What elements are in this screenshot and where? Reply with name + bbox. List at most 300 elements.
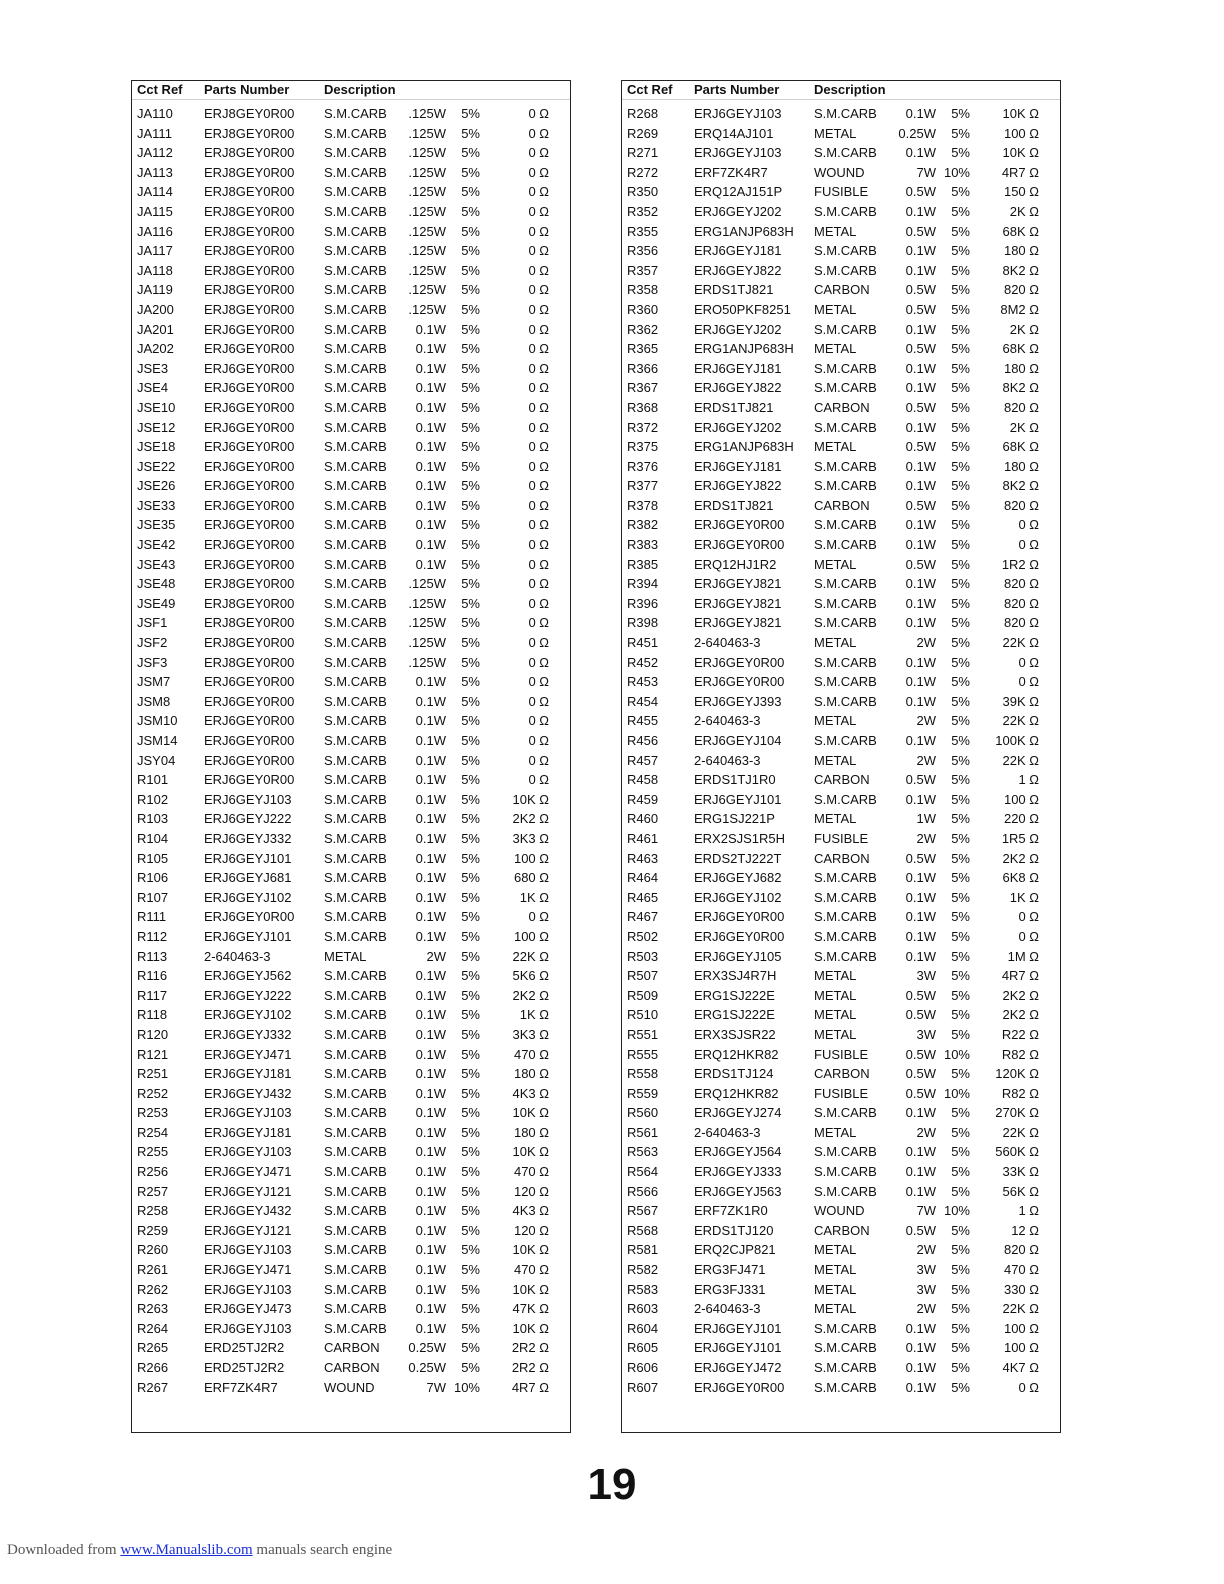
header-description: Description (324, 82, 396, 97)
table-row (132, 1025, 570, 1045)
table-row (132, 790, 570, 810)
cell-cct-ref: R272 (627, 164, 659, 180)
cell-tolerance: 5% (461, 948, 480, 964)
cell-parts-number: ERJ6GEYJ393 (694, 693, 782, 709)
cell-wattage: 0.5W (905, 1007, 936, 1023)
cell-parts-number: ERJ6GEY0R00 (204, 458, 295, 474)
table-row (622, 555, 1060, 575)
cell-cct-ref: R603 (627, 1301, 659, 1317)
cell-wattage: 0.5W (905, 772, 936, 788)
cell-wattage: 0.1W (415, 1281, 446, 1297)
cell-parts-number: ERJ6GEYJ101 (694, 1340, 782, 1356)
cell-tolerance: 5% (951, 321, 970, 337)
cell-cct-ref: R257 (137, 1183, 169, 1199)
cell-cct-ref: JA117 (137, 243, 173, 259)
cell-description: S.M.CARB (324, 1183, 387, 1199)
cell-description: S.M.CARB (324, 693, 387, 709)
cell-wattage: 0.1W (415, 439, 446, 455)
cell-cct-ref: R105 (137, 850, 169, 866)
cell-wattage: 0.1W (905, 615, 936, 631)
cell-description: METAL (814, 301, 857, 317)
cell-parts-number: ERJ8GEY0R00 (204, 184, 295, 200)
cell-description: WOUND (814, 1203, 865, 1219)
header-cct-ref: Cct Ref (137, 82, 183, 97)
cell-description: CARBON (814, 399, 870, 415)
cell-wattage: 0.1W (905, 145, 936, 161)
cell-description: S.M.CARB (324, 478, 387, 494)
cell-description: S.M.CARB (814, 654, 877, 670)
cell-description: S.M.CARB (324, 1105, 387, 1121)
cell-description: S.M.CARB (814, 1360, 877, 1375)
cell-cct-ref: R394 (627, 576, 659, 592)
cell-value: 0 Ω (1018, 517, 1039, 533)
cell-cct-ref: JSE22 (137, 458, 176, 474)
cell-parts-number: ERJ6GEYJ822 (694, 262, 782, 278)
cell-value: 0 Ω (1018, 654, 1039, 670)
cell-tolerance: 5% (951, 1262, 970, 1278)
table-row (132, 574, 570, 594)
cell-parts-number: ERJ6GEYJ682 (694, 870, 782, 886)
cell-tolerance: 5% (951, 1007, 970, 1023)
cell-cct-ref: JA111 (137, 125, 172, 141)
cell-parts-number: ERJ6GEYJ563 (694, 1183, 782, 1199)
table-row (622, 1378, 1060, 1398)
cell-cct-ref: R350 (627, 184, 659, 200)
table-row (132, 1319, 570, 1339)
cell-description: METAL (814, 987, 857, 1003)
cell-tolerance: 5% (461, 537, 480, 553)
cell-value: 0 Ω (528, 497, 549, 513)
cell-cct-ref: R101 (137, 772, 169, 788)
table-row (622, 849, 1060, 869)
cell-value: 820 Ω (1003, 497, 1039, 513)
cell-parts-number: ERJ6GEYJ103 (204, 1242, 292, 1258)
cell-cct-ref: JSE10 (137, 399, 176, 415)
cell-tolerance: 5% (951, 439, 970, 455)
cell-value: 10K Ω (1002, 106, 1039, 121)
table-row (622, 1142, 1060, 1162)
cell-wattage: 0.5W (905, 223, 936, 239)
cell-description: FUSIBLE (814, 1085, 869, 1101)
cell-cct-ref: JA201 (137, 321, 174, 337)
cell-cct-ref: R106 (137, 870, 169, 886)
cell-tolerance: 5% (951, 1379, 970, 1395)
cell-parts-number: ERJ6GEYJ821 (694, 615, 782, 631)
cell-value: 0 Ω (528, 282, 549, 298)
table-row (622, 633, 1060, 653)
cell-value: 100 Ω (1003, 791, 1039, 807)
cell-value: 100 Ω (1003, 125, 1039, 141)
cell-cct-ref: R564 (627, 1164, 659, 1180)
cell-wattage: 0.1W (905, 674, 936, 690)
cell-tolerance: 5% (461, 341, 480, 357)
cell-wattage: 0.1W (415, 987, 446, 1003)
cell-description: S.M.CARB (814, 1164, 877, 1180)
cell-tolerance: 10% (943, 164, 970, 180)
header-parts-number: Parts Number (694, 82, 780, 97)
cell-parts-number: ERJ6GEYJ103 (204, 1320, 292, 1336)
table-row (622, 1201, 1060, 1221)
cell-tolerance: 5% (951, 458, 970, 474)
cell-cct-ref: R112 (137, 928, 168, 944)
cell-wattage: 0.5W (905, 850, 936, 866)
cell-parts-number: ERJ8GEY0R00 (204, 635, 295, 651)
cell-value: 10K Ω (512, 1242, 549, 1258)
cell-description: WOUND (324, 1379, 375, 1395)
cell-description: S.M.CARB (324, 321, 387, 337)
cell-wattage: 0.1W (905, 1320, 936, 1336)
cell-description: S.M.CARB (324, 125, 387, 141)
cell-description: S.M.CARB (324, 615, 387, 631)
header-cct-ref: Cct Ref (627, 82, 673, 97)
cell-parts-number: ERJ6GEY0R00 (694, 537, 785, 553)
cell-parts-number: ERJ8GEY0R00 (204, 282, 295, 298)
table-row (132, 359, 570, 379)
cell-parts-number: ERJ8GEY0R00 (204, 301, 295, 317)
table-row (622, 1182, 1060, 1202)
cell-description: METAL (814, 635, 857, 651)
cell-description: S.M.CARB (324, 106, 387, 121)
cell-wattage: .125W (408, 184, 446, 200)
cell-cct-ref: R563 (627, 1144, 659, 1160)
cell-wattage: 0.1W (905, 1105, 936, 1121)
cell-parts-number: ERJ6GEYJ432 (204, 1203, 292, 1219)
cell-value: 4R7 Ω (511, 1379, 549, 1395)
cell-cct-ref: R262 (137, 1281, 169, 1297)
cell-parts-number: ERJ6GEYJ332 (204, 1026, 292, 1042)
cell-cct-ref: R559 (627, 1085, 659, 1101)
cell-tolerance: 5% (951, 145, 970, 161)
cell-wattage: 0.1W (415, 360, 446, 376)
table-row (132, 104, 570, 124)
cell-description: S.M.CARB (324, 262, 387, 278)
table-row (132, 1201, 570, 1221)
cell-wattage: 0.1W (415, 1242, 446, 1258)
cell-cct-ref: R118 (137, 1007, 168, 1023)
table-row (622, 1358, 1060, 1378)
cell-tolerance: 5% (951, 1144, 970, 1160)
cell-value: 1 Ω (1018, 772, 1039, 788)
cell-cct-ref: JSE26 (137, 478, 176, 494)
table-row (132, 1005, 570, 1025)
cell-tolerance: 5% (951, 1360, 970, 1375)
cell-wattage: 0.1W (415, 517, 446, 533)
cell-tolerance: 5% (951, 576, 970, 592)
cell-tolerance: 5% (951, 517, 970, 533)
cell-cct-ref: JSE49 (137, 595, 176, 611)
cell-wattage: 0.1W (415, 1144, 446, 1160)
cell-parts-number: ERDS1TJ1R0 (694, 772, 776, 788)
table-row (622, 731, 1060, 751)
table-row (622, 653, 1060, 673)
cell-cct-ref: JSE35 (137, 517, 176, 533)
cell-parts-number: ERJ6GEYJ103 (204, 1144, 292, 1160)
cell-wattage: 0.5W (905, 184, 936, 200)
cell-parts-number: ERJ8GEY0R00 (204, 164, 295, 180)
cell-parts-number: ERJ6GEY0R00 (204, 399, 295, 415)
table-row (132, 182, 570, 202)
cell-wattage: 0.1W (905, 360, 936, 376)
cell-parts-number: ERJ6GEYJ681 (204, 870, 292, 886)
cell-value: 47K Ω (512, 1301, 549, 1317)
table-row (132, 1221, 570, 1241)
cell-tolerance: 5% (951, 1066, 970, 1082)
cell-description: S.M.CARB (324, 772, 387, 788)
cell-description: S.M.CARB (324, 889, 387, 905)
table-row (622, 104, 1060, 124)
cell-description: S.M.CARB (324, 987, 387, 1003)
cell-description: S.M.CARB (814, 203, 877, 219)
cell-description: S.M.CARB (814, 243, 877, 259)
cell-wattage: 0.1W (415, 1085, 446, 1101)
cell-parts-number: ERQ14AJ101 (694, 125, 774, 141)
cell-parts-number: 2-640463-3 (694, 713, 761, 729)
cell-value: 68K Ω (1002, 223, 1039, 239)
cell-value: 0 Ω (528, 674, 549, 690)
cell-cct-ref: R464 (627, 870, 659, 886)
cell-tolerance: 5% (951, 1242, 970, 1258)
cell-description: S.M.CARB (324, 1026, 387, 1042)
cell-tolerance: 5% (951, 497, 970, 513)
cell-parts-number: 2-640463-3 (694, 1124, 761, 1140)
cell-parts-number: ERJ6GEY0R00 (694, 1379, 785, 1395)
cell-wattage: 0.1W (415, 772, 446, 788)
table-row (622, 868, 1060, 888)
cell-parts-number: ERJ6GEYJ102 (694, 889, 782, 905)
table-header (132, 81, 570, 100)
cell-description: S.M.CARB (814, 380, 877, 396)
cell-cct-ref: R251 (137, 1066, 169, 1082)
page-number: 19 (587, 1460, 637, 1509)
cell-parts-number: ERJ6GEYJ181 (204, 1066, 292, 1082)
cell-tolerance: 5% (951, 537, 970, 553)
download-footer (7, 1542, 392, 1559)
cell-parts-number: ERQ12HJ1R2 (694, 556, 777, 572)
table-row (132, 163, 570, 183)
cell-parts-number: ERJ8GEY0R00 (204, 223, 295, 239)
cell-cct-ref: R375 (627, 439, 659, 455)
cell-tolerance: 5% (951, 203, 970, 219)
cell-tolerance: 5% (461, 125, 480, 141)
cell-cct-ref: R360 (627, 301, 659, 317)
cell-wattage: .125W (408, 125, 446, 141)
table-row (622, 1280, 1060, 1300)
cell-tolerance: 5% (951, 1281, 970, 1297)
cell-value: 1K Ω (1009, 889, 1039, 905)
cell-wattage: 0.1W (415, 1026, 446, 1042)
cell-wattage: .125W (408, 654, 446, 670)
cell-parts-number: ERJ6GEYJ181 (204, 1124, 292, 1140)
cell-cct-ref: JSE3 (137, 360, 169, 376)
cell-wattage: .125W (408, 282, 446, 298)
cell-parts-number: ERJ6GEY0R00 (204, 341, 295, 357)
table-row (132, 1084, 570, 1104)
cell-value: 2K Ω (1009, 419, 1039, 435)
cell-tolerance: 5% (461, 1007, 480, 1023)
table-row (132, 143, 570, 163)
cell-parts-number: 2-640463-3 (694, 635, 761, 651)
cell-cct-ref: R362 (627, 321, 659, 337)
cell-parts-number: ERJ6GEYJ103 (204, 1105, 292, 1121)
cell-value: 1K Ω (519, 1007, 549, 1023)
manualslib-link[interactable]: www.Manualslib.com (120, 1542, 253, 1558)
cell-description: S.M.CARB (324, 1085, 387, 1101)
cell-cct-ref: R465 (627, 889, 659, 905)
cell-value: 6K8 Ω (1002, 870, 1039, 886)
cell-wattage: .125W (408, 203, 446, 219)
cell-wattage: 0.1W (415, 1007, 446, 1023)
cell-value: 0 Ω (1018, 537, 1039, 553)
cell-parts-number: ERJ6GEYJ471 (204, 1164, 292, 1180)
cell-value: 1R2 Ω (1001, 556, 1039, 572)
cell-cct-ref: JSF2 (137, 635, 168, 651)
cell-parts-number: ERJ8GEY0R00 (204, 576, 295, 592)
cell-tolerance: 5% (461, 164, 480, 180)
cell-wattage: 0.1W (905, 537, 936, 553)
cell-cct-ref: R454 (627, 693, 659, 709)
cell-cct-ref: R510 (627, 1007, 659, 1023)
cell-tolerance: 5% (461, 713, 480, 729)
table-row (132, 124, 570, 144)
cell-value: 2K2 Ω (512, 987, 549, 1003)
cell-cct-ref: R358 (627, 282, 659, 298)
table-row (132, 1123, 570, 1143)
cell-value: 0 Ω (528, 654, 549, 670)
table-row (132, 1260, 570, 1280)
cell-wattage: 0.1W (905, 1164, 936, 1180)
cell-description: METAL (814, 1281, 857, 1297)
cell-value: 0 Ω (528, 909, 549, 925)
cell-cct-ref: JA112 (137, 145, 173, 161)
cell-wattage: 0.1W (905, 1360, 936, 1375)
cell-cct-ref: R452 (627, 654, 659, 670)
cell-cct-ref: R356 (627, 243, 659, 259)
table-row (132, 476, 570, 496)
cell-parts-number: ERJ6GEY0R00 (694, 928, 785, 944)
cell-parts-number: ERJ6GEYJ101 (204, 928, 292, 944)
cell-wattage: 0.5W (905, 341, 936, 357)
cell-value: 820 Ω (1003, 615, 1039, 631)
table-row (132, 1045, 570, 1065)
table-row (622, 496, 1060, 516)
cell-cct-ref: R258 (137, 1203, 169, 1219)
cell-cct-ref: R456 (627, 733, 659, 748)
cell-tolerance: 5% (461, 1124, 480, 1140)
cell-cct-ref: JA202 (137, 341, 174, 357)
cell-parts-number: ERJ8GEY0R00 (204, 595, 295, 611)
cell-wattage: 0.1W (415, 458, 446, 474)
cell-description: S.M.CARB (324, 399, 387, 415)
cell-tolerance: 5% (951, 1124, 970, 1140)
cell-description: S.M.CARB (324, 928, 387, 944)
cell-parts-number: ERJ6GEY0R00 (204, 733, 295, 748)
table-row (132, 868, 570, 888)
cell-value: 0 Ω (1018, 1379, 1039, 1395)
cell-wattage: 0.1W (905, 517, 936, 533)
table-row (622, 437, 1060, 457)
cell-cct-ref: R378 (627, 497, 659, 513)
cell-description: S.M.CARB (814, 889, 877, 905)
cell-tolerance: 5% (461, 733, 480, 748)
cell-tolerance: 5% (951, 399, 970, 415)
cell-tolerance: 5% (461, 1262, 480, 1278)
table-row (132, 398, 570, 418)
table-row (132, 653, 570, 673)
cell-tolerance: 5% (461, 674, 480, 690)
cell-parts-number: ERJ6GEY0R00 (204, 517, 295, 533)
cell-value: 820 Ω (1003, 282, 1039, 298)
cell-wattage: 0.1W (415, 419, 446, 435)
cell-wattage: 0.1W (415, 1203, 446, 1219)
header-description: Description (814, 82, 886, 97)
cell-value: 0 Ω (528, 243, 549, 259)
cell-value: 100 Ω (1003, 1320, 1039, 1336)
cell-cct-ref: R261 (137, 1262, 169, 1278)
cell-wattage: 0.1W (905, 106, 936, 121)
cell-wattage: 3W (916, 1262, 936, 1278)
table-row (622, 888, 1060, 908)
cell-value: 0 Ω (528, 537, 549, 553)
cell-tolerance: 5% (951, 948, 970, 964)
cell-cct-ref: JSE18 (137, 439, 176, 455)
cell-wattage: 0.1W (415, 1262, 446, 1278)
cell-tolerance: 5% (951, 654, 970, 670)
cell-wattage: 0.1W (905, 380, 936, 396)
cell-cct-ref: JSM8 (137, 693, 171, 709)
cell-wattage: 0.1W (415, 968, 446, 984)
cell-description: CARBON (814, 772, 870, 788)
cell-parts-number: ERJ6GEYJ101 (694, 1320, 782, 1336)
table-row (622, 986, 1060, 1006)
cell-value: 100 Ω (1003, 1340, 1039, 1356)
cell-wattage: .125W (408, 576, 446, 592)
cell-tolerance: 5% (951, 262, 970, 278)
cell-cct-ref: R269 (627, 125, 659, 141)
cell-value: 0 Ω (528, 635, 549, 651)
cell-description: S.M.CARB (324, 556, 387, 572)
cell-description: CARBON (324, 1340, 380, 1356)
cell-wattage: 0.1W (415, 478, 446, 494)
cell-parts-number: ERQ12AJ151P (694, 184, 783, 200)
cell-description: S.M.CARB (324, 164, 387, 180)
table-row (622, 927, 1060, 947)
cell-parts-number: ERF7ZK1R0 (694, 1203, 768, 1219)
table-row (622, 418, 1060, 438)
cell-description: S.M.CARB (814, 870, 877, 886)
cell-wattage: .125W (408, 615, 446, 631)
cell-value: 2K2 Ω (1002, 850, 1039, 866)
cell-value: 2K2 Ω (512, 811, 549, 827)
cell-parts-number: ERDS1TJ821 (694, 399, 774, 415)
cell-tolerance: 5% (461, 889, 480, 905)
cell-wattage: 0.1W (415, 1301, 446, 1317)
cell-tolerance: 5% (951, 380, 970, 396)
table-row (132, 692, 570, 712)
cell-description: S.M.CARB (814, 909, 877, 925)
cell-value: 0 Ω (528, 106, 549, 121)
table-row (132, 594, 570, 614)
cell-tolerance: 5% (461, 1026, 480, 1042)
cell-tolerance: 5% (951, 1222, 970, 1238)
cell-cct-ref: R502 (627, 928, 659, 944)
cell-description: WOUND (814, 164, 865, 180)
table-row (132, 849, 570, 869)
table-row (622, 1025, 1060, 1045)
cell-parts-number: ERJ6GEYJ102 (204, 1007, 292, 1023)
cell-description: S.M.CARB (324, 380, 387, 396)
table-row (132, 986, 570, 1006)
cell-parts-number: ERO50PKF8251 (694, 301, 791, 317)
